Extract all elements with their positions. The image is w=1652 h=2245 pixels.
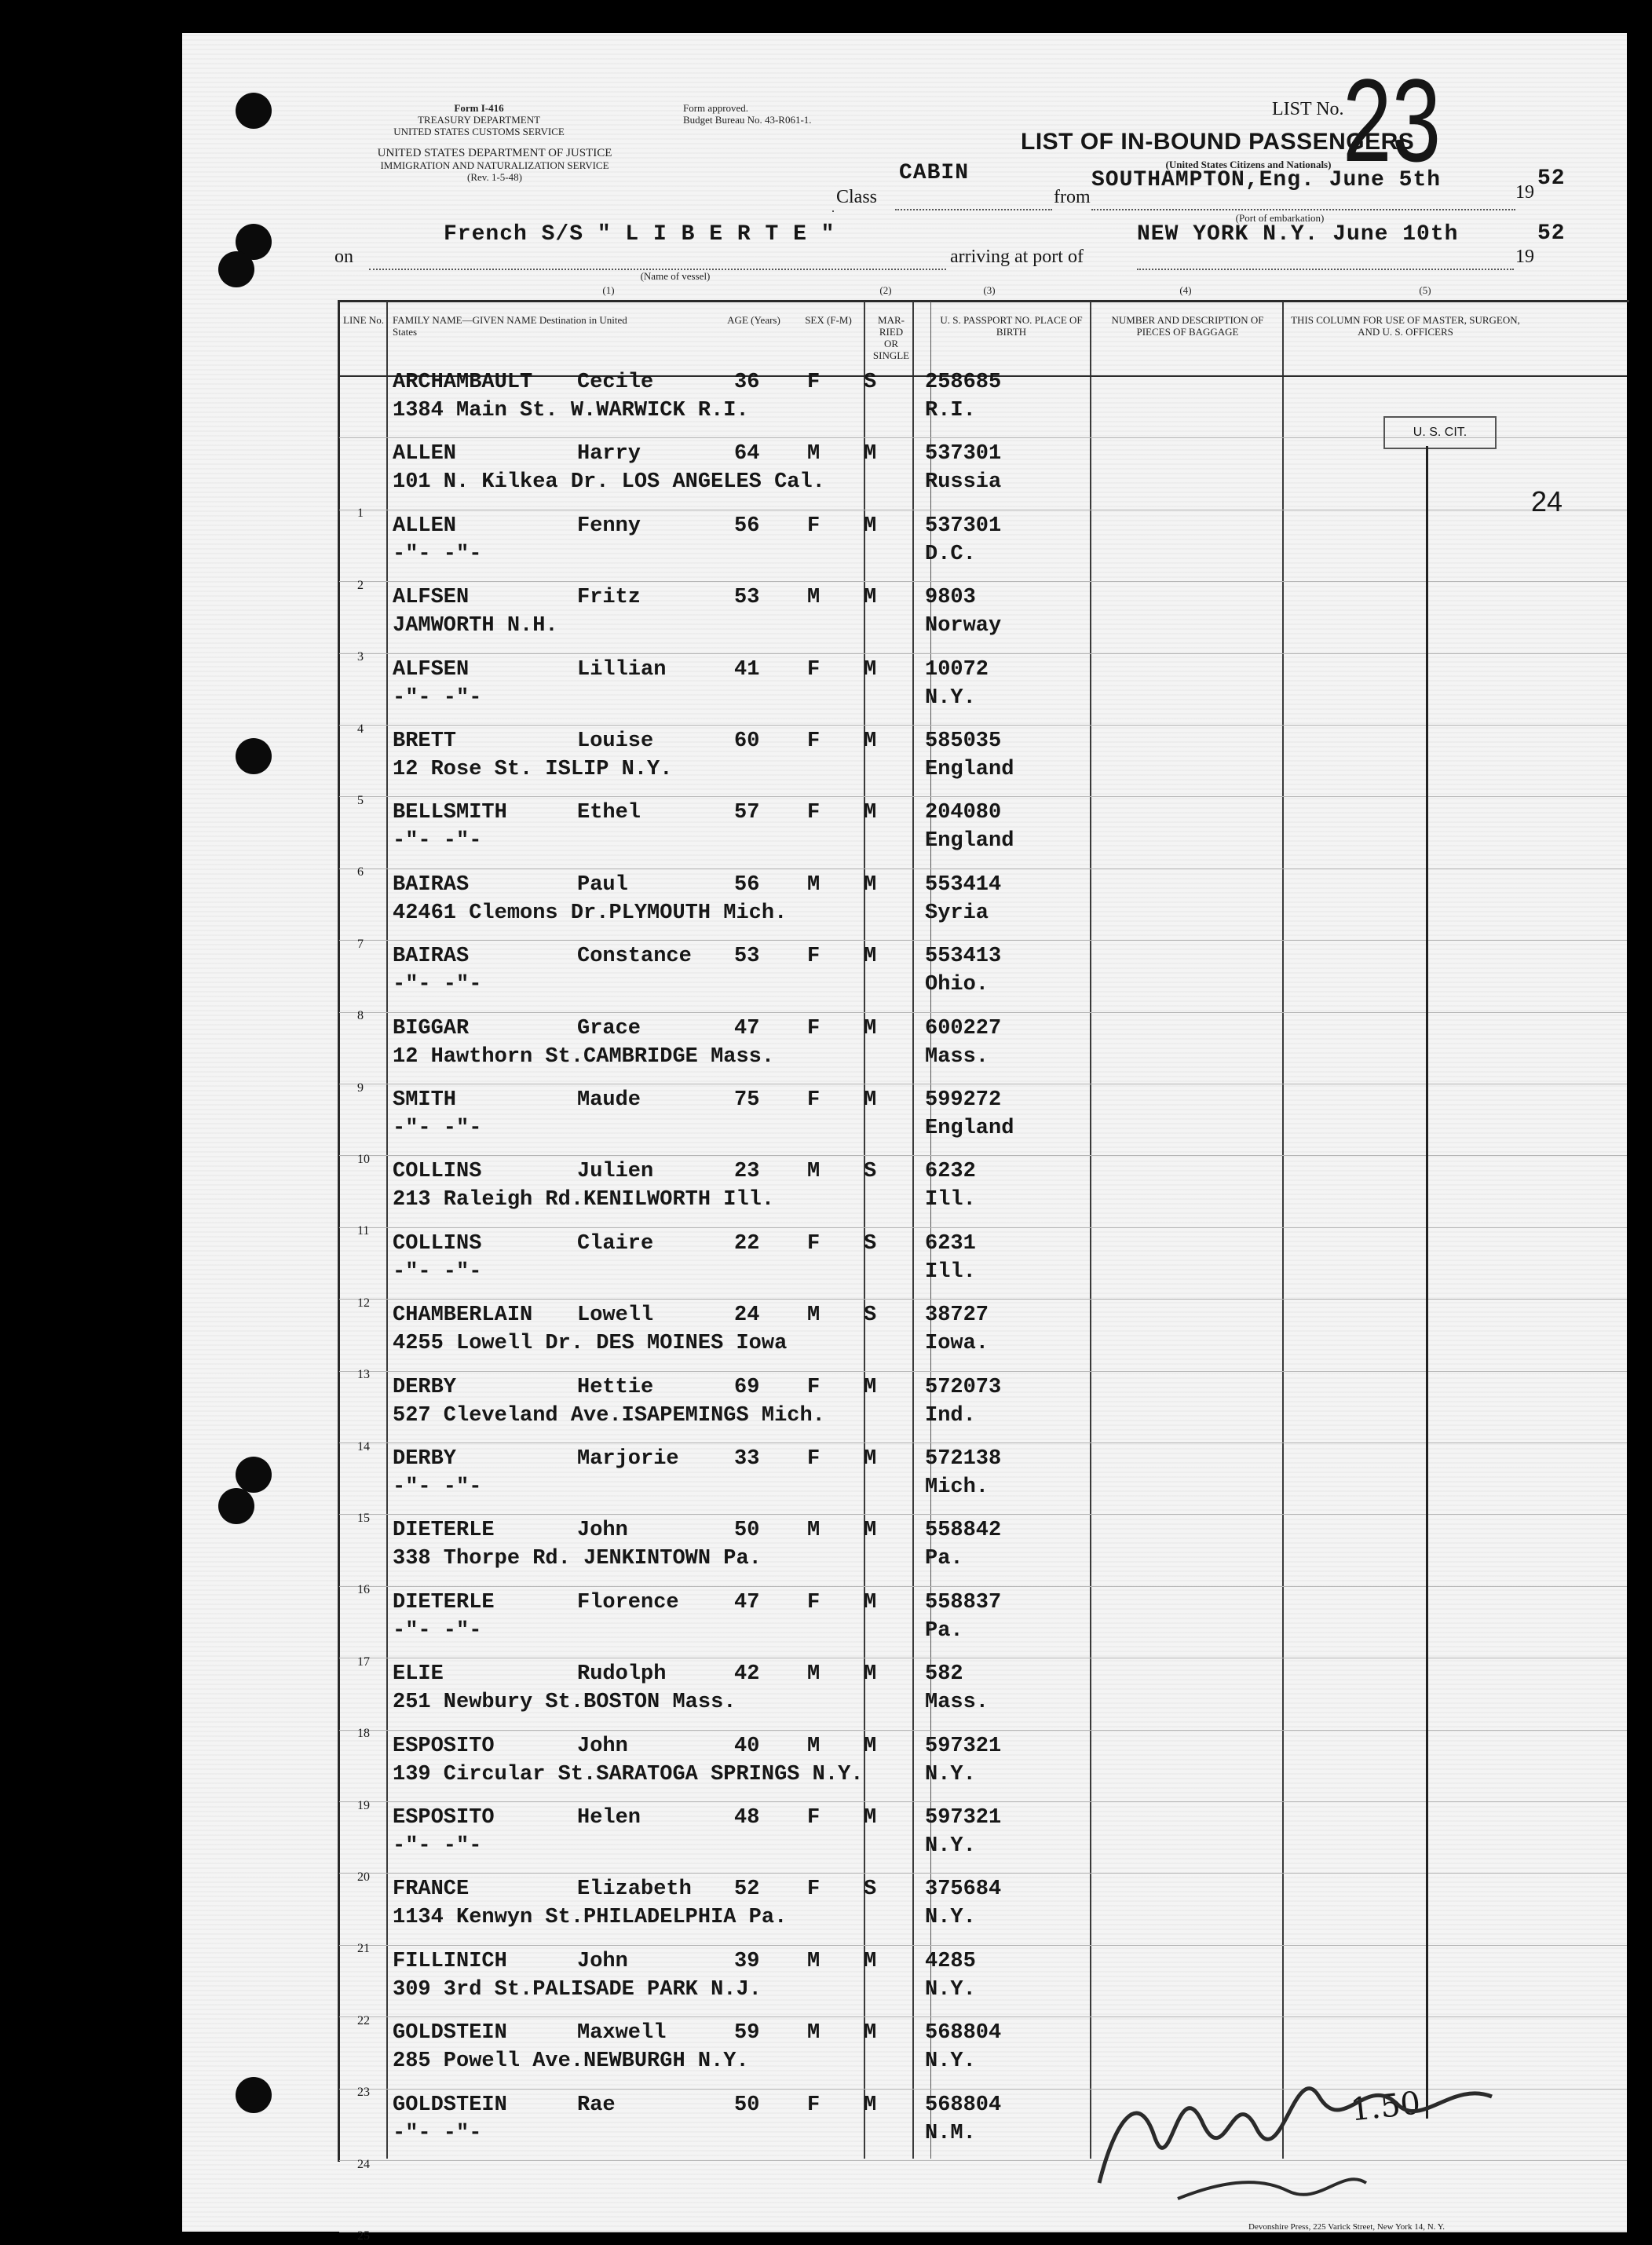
- header-sex: SEX (F-M): [805, 314, 852, 326]
- cell-birthplace: England: [925, 1117, 1014, 1140]
- cell-family: DIETERLE: [393, 1590, 495, 1614]
- cell-destination: -"- -"-: [393, 1834, 482, 1858]
- cell-destination: -"- -"-: [393, 1618, 482, 1643]
- cell-destination: 285 Powell Ave.NEWBURGH N.Y.: [393, 2049, 749, 2074]
- cell-destination: 139 Circular St.SARATOGA SPRINGS N.Y.: [393, 1762, 864, 1786]
- cell-age: 47: [734, 1590, 760, 1614]
- citizen-bracket-line: [1426, 446, 1428, 2119]
- cell-birthplace: N.Y.: [925, 2049, 976, 2074]
- cell-ms: M: [864, 1806, 877, 1830]
- port-of-arrival: NEW YORK N.Y. June 10th: [1137, 222, 1459, 247]
- line-number: 15: [357, 1512, 370, 1525]
- cell-passport: 204080: [925, 801, 1002, 825]
- row-divider: [339, 2016, 1627, 2017]
- cell-family: ALFSEN: [393, 586, 470, 610]
- port-of-embarkation: SOUTHAMPTON,Eng. June 5th: [1091, 168, 1442, 192]
- cell-destination: 251 Newbury St.BOSTON Mass.: [393, 1691, 736, 1715]
- cell-sex: F: [807, 1878, 821, 1902]
- cell-given: Claire: [577, 1231, 654, 1256]
- line-number: 16: [357, 1583, 370, 1597]
- cell-sex: F: [807, 657, 821, 682]
- cell-ms: M: [864, 1662, 877, 1687]
- cell-age: 39: [734, 1949, 760, 1973]
- cell-given: Louise: [577, 729, 654, 753]
- cell-birthplace: Ill.: [925, 1188, 976, 1212]
- cell-sex: F: [807, 945, 821, 969]
- cell-given: Fritz: [577, 586, 641, 610]
- cell-given: Harry: [577, 442, 641, 466]
- cell-age: 53: [734, 945, 760, 969]
- cell-birthplace: N.Y.: [925, 1906, 976, 1930]
- cell-family: ELIE: [393, 1662, 444, 1687]
- cell-sex: F: [807, 1375, 821, 1399]
- line-number: 21: [357, 1942, 370, 1956]
- row-divider: [339, 868, 1627, 869]
- cell-given: Rudolph: [577, 1662, 667, 1687]
- binder-hole: [218, 1488, 254, 1524]
- cell-age: 56: [734, 514, 760, 538]
- class-value: CABIN: [899, 161, 970, 185]
- cell-ms: M: [864, 729, 877, 753]
- arriving-label: arriving at port of: [950, 247, 1084, 267]
- cell-passport: 553413: [925, 945, 1002, 969]
- cell-sex: F: [807, 1088, 821, 1112]
- cell-age: 69: [734, 1375, 760, 1399]
- header-officers: THIS COLUMN FOR USE OF MASTER, SURGEON, AND U. S. OFFICERS: [1291, 314, 1520, 338]
- line-number: 3: [357, 650, 364, 664]
- cell-given: John: [577, 1734, 628, 1758]
- cell-sex: M: [807, 1160, 821, 1184]
- line-number: 13: [357, 1368, 370, 1382]
- cell-ms: M: [864, 1016, 877, 1040]
- cell-given: Rae: [577, 2093, 616, 2117]
- header-passport: U. S. PASSPORT NO. PLACE OF BIRTH: [940, 314, 1083, 338]
- column-number: (2): [879, 284, 892, 296]
- cell-birthplace: Ind.: [925, 1403, 976, 1428]
- binder-hole: [236, 1457, 272, 1493]
- cell-ms: M: [864, 514, 877, 538]
- inspector-signature: [1084, 2026, 1523, 2214]
- cell-birthplace: Pa.: [925, 1547, 963, 1571]
- cell-passport: 599272: [925, 1088, 1002, 1112]
- cell-age: 50: [734, 1519, 760, 1543]
- cell-sex: M: [807, 1949, 821, 1973]
- cell-destination: -"- -"-: [393, 973, 482, 997]
- cell-ms: M: [864, 1949, 877, 1973]
- column-number: (5): [1419, 284, 1431, 296]
- cell-ms: M: [864, 586, 877, 610]
- cell-sex: F: [807, 1231, 821, 1256]
- line-number: 20: [357, 1870, 370, 1884]
- cell-passport: 558837: [925, 1590, 1002, 1614]
- binder-hole: [236, 2077, 272, 2113]
- cell-given: Paul: [577, 872, 628, 897]
- class-label: Class: [836, 187, 878, 207]
- cell-sex: M: [807, 586, 821, 610]
- line-number: 4: [357, 722, 364, 736]
- cell-given: Grace: [577, 1016, 641, 1040]
- cell-birthplace: Russia: [925, 470, 1002, 495]
- cell-destination: 213 Raleigh Rd.KENILWORTH Ill.: [393, 1188, 775, 1212]
- line-number: 9: [357, 1080, 364, 1095]
- line-number: 2: [357, 578, 364, 592]
- cell-destination: 527 Cleveland Ave.ISAPEMINGS Mich.: [393, 1403, 825, 1428]
- cell-given: Elizabeth: [577, 1878, 692, 1902]
- line-number: 17: [357, 1654, 370, 1669]
- row-divider: [339, 940, 1627, 941]
- cell-ms: M: [864, 2021, 877, 2046]
- cell-passport: 10072: [925, 657, 989, 682]
- cell-passport: 572138: [925, 1447, 1002, 1471]
- cell-birthplace: England: [925, 829, 1014, 854]
- row-divider: [339, 1514, 1627, 1515]
- line-number: 5: [357, 794, 364, 807]
- cell-birthplace: N.Y.: [925, 1762, 976, 1786]
- cell-sex: F: [807, 1447, 821, 1471]
- line-number: 22: [357, 2013, 370, 2027]
- cell-family: BAIRAS: [393, 872, 470, 897]
- row-divider: [339, 1227, 1627, 1228]
- cell-sex: F: [807, 371, 821, 394]
- treasury-dept: TREASURY DEPARTMENT: [417, 114, 541, 126]
- cell-family: BAIRAS: [393, 945, 470, 969]
- cell-family: SMITH: [393, 1088, 457, 1112]
- cell-age: 60: [734, 729, 760, 753]
- cell-family: BIGGAR: [393, 1016, 470, 1040]
- row-divider: [339, 1371, 1627, 1372]
- cell-ms: S: [864, 1231, 877, 1256]
- page-title: LIST OF IN-BOUND PASSENGERS: [1021, 129, 1415, 155]
- header-name: FAMILY NAME—GIVEN NAME Destination in United States: [393, 314, 627, 338]
- cell-sex: M: [807, 442, 821, 466]
- header-marital: MAR-RIED OR SINGLE: [872, 314, 910, 361]
- cell-age: 59: [734, 2021, 760, 2046]
- cell-age: 23: [734, 1160, 760, 1184]
- arrival-year: 52: [1537, 221, 1566, 246]
- cell-sex: F: [807, 1590, 821, 1614]
- cell-given: Florence: [577, 1590, 679, 1614]
- cell-birthplace: Pa.: [925, 1618, 963, 1643]
- row-divider: [339, 1155, 1627, 1156]
- form-agency-block: [369, 102, 589, 137]
- embark-caption: (Port of embarkation): [1235, 212, 1325, 224]
- cell-ms: M: [864, 442, 877, 466]
- cell-passport: 558842: [925, 1519, 1002, 1543]
- row-divider: [339, 1012, 1627, 1013]
- cell-destination: -"- -"-: [393, 2121, 482, 2145]
- cell-family: ALLEN: [393, 514, 457, 538]
- list-number-stamp: 23: [1343, 54, 1442, 186]
- cell-age: 50: [734, 2093, 760, 2117]
- us-citizen-stamp: U. S. CIT.: [1383, 416, 1497, 449]
- cell-sex: F: [807, 2093, 821, 2117]
- cell-sex: M: [807, 1662, 821, 1687]
- cell-birthplace: Norway: [925, 614, 1002, 638]
- cell-sex: F: [807, 1806, 821, 1830]
- cell-sex: F: [807, 729, 821, 753]
- cell-sex: M: [807, 1519, 821, 1543]
- line-number: 24: [357, 2157, 370, 2171]
- cell-passport: 537301: [925, 514, 1002, 538]
- list-no-label: LIST No.: [1272, 99, 1344, 119]
- cell-destination: 309 3rd St.PALISADE PARK N.J.: [393, 1977, 762, 2002]
- revision: (Rev. 1-5-48): [467, 171, 522, 183]
- cell-passport: 9803: [925, 586, 976, 610]
- line-number: 23: [357, 2086, 370, 2100]
- cell-birthplace: N.M.: [925, 2121, 976, 2145]
- cell-family: FILLINICH: [393, 1949, 507, 1973]
- cell-age: 48: [734, 1806, 760, 1830]
- cell-passport: 568804: [925, 2021, 1002, 2046]
- cell-passport: 258685: [925, 371, 1002, 394]
- cell-passport: 6232: [925, 1160, 976, 1184]
- cell-ms: M: [864, 1590, 877, 1614]
- binder-hole: [236, 93, 272, 129]
- cell-family: FRANCE: [393, 1878, 470, 1902]
- cell-passport: 38727: [925, 1303, 989, 1328]
- header-line-no: LINE No.: [343, 314, 384, 326]
- cell-passport: 553414: [925, 872, 1002, 897]
- cell-age: 36: [734, 371, 760, 394]
- cell-destination: 12 Hawthorn St.CAMBRIDGE Mass.: [393, 1044, 775, 1069]
- handwritten-note: 1.50: [1348, 2085, 1423, 2129]
- cell-sex: F: [807, 514, 821, 538]
- cell-ms: M: [864, 801, 877, 825]
- row-divider: [339, 1442, 1627, 1443]
- cell-ms: M: [864, 2093, 877, 2117]
- cell-ms: S: [864, 1160, 877, 1184]
- cell-age: 75: [734, 1088, 760, 1112]
- cell-destination: -"- -"-: [393, 686, 482, 710]
- row-divider: [339, 725, 1627, 726]
- cell-family: COLLINS: [393, 1160, 482, 1184]
- cell-given: Lowell: [577, 1303, 654, 1328]
- cell-passport: 572073: [925, 1375, 1002, 1399]
- cell-birthplace: R.I.: [925, 399, 976, 422]
- cell-sex: M: [807, 872, 821, 897]
- cell-birthplace: Iowa.: [925, 1332, 989, 1356]
- binder-hole: [218, 251, 254, 287]
- cell-birthplace: N.Y.: [925, 686, 976, 710]
- printer-footer: Devonshire Press, 225 Varick Street, New York 14, N. Y.: [1248, 2222, 1446, 2232]
- cell-family: GOLDSTEIN: [393, 2021, 507, 2046]
- cell-family: COLLINS: [393, 1231, 482, 1256]
- cell-birthplace: N.Y.: [925, 1834, 976, 1858]
- column-number: (3): [983, 284, 996, 296]
- embark-year: 52: [1537, 166, 1566, 191]
- cell-ms: S: [864, 1878, 877, 1902]
- row-divider: [339, 1299, 1627, 1300]
- row-divider: [339, 1873, 1627, 1874]
- cell-age: 40: [734, 1734, 760, 1758]
- cell-ms: S: [864, 1303, 877, 1328]
- cell-age: 57: [734, 801, 760, 825]
- line-number: 10: [357, 1153, 370, 1166]
- line-number: 6: [357, 865, 364, 879]
- cell-family: ESPOSITO: [393, 1734, 495, 1758]
- cell-ms: S: [864, 371, 877, 394]
- cell-birthplace: Mich.: [925, 1475, 989, 1499]
- line-number: 11: [357, 1224, 370, 1238]
- line-number: 18: [357, 1727, 370, 1741]
- cell-passport: 6231: [925, 1231, 976, 1256]
- cell-age: 42: [734, 1662, 760, 1687]
- line-number: 12: [357, 1296, 370, 1310]
- cell-given: Cecile: [577, 371, 654, 394]
- cell-passport: 537301: [925, 442, 1002, 466]
- cell-destination: 4255 Lowell Dr. DES MOINES Iowa: [393, 1332, 788, 1356]
- from-label: from: [1054, 187, 1091, 207]
- header-age: AGE (Years): [727, 314, 780, 326]
- cell-family: ALLEN: [393, 442, 457, 466]
- binder-hole: [236, 738, 272, 774]
- ins-service: IMMIGRATION AND NATURALIZATION SERVICE: [380, 159, 609, 171]
- row-divider: [339, 1586, 1627, 1587]
- cell-passport: 582: [925, 1662, 963, 1687]
- cell-passport: 600227: [925, 1016, 1002, 1040]
- cell-given: Fenny: [577, 514, 641, 538]
- customs-service: UNITED STATES CUSTOMS SERVICE: [393, 126, 565, 137]
- cell-destination: -"- -"-: [393, 1260, 482, 1284]
- form-approval: [683, 102, 942, 126]
- cell-birthplace: Ohio.: [925, 973, 989, 997]
- cell-given: Julien: [577, 1160, 654, 1184]
- row-divider: [339, 796, 1627, 797]
- cell-sex: F: [807, 1016, 821, 1040]
- form-number: Form I-416: [454, 102, 504, 114]
- row-divider: [339, 1945, 1627, 1946]
- cell-family: DIETERLE: [393, 1519, 495, 1543]
- cell-age: 64: [734, 442, 760, 466]
- cell-family: ESPOSITO: [393, 1806, 495, 1830]
- cell-birthplace: D.C.: [925, 542, 976, 566]
- cell-passport: 597321: [925, 1734, 1002, 1758]
- year-prefix: 19: [1515, 247, 1534, 267]
- cell-birthplace: N.Y.: [925, 1977, 976, 2002]
- cell-ms: M: [864, 657, 877, 682]
- cell-ms: M: [864, 872, 877, 897]
- line-number: 19: [357, 1798, 370, 1812]
- cell-age: 56: [734, 872, 760, 897]
- cell-age: 22: [734, 1231, 760, 1256]
- cell-sex: M: [807, 2021, 821, 2046]
- cell-family: ALFSEN: [393, 657, 470, 682]
- cell-ms: M: [864, 1088, 877, 1112]
- cell-ms: M: [864, 1519, 877, 1543]
- cell-sex: M: [807, 1734, 821, 1758]
- cell-passport: 4285: [925, 1949, 976, 1973]
- line-number: 7: [357, 937, 364, 951]
- cell-destination: -"- -"-: [393, 542, 482, 566]
- margin-note: 24: [1531, 485, 1563, 517]
- cell-family: CHAMBERLAIN: [393, 1303, 533, 1328]
- cell-ms: M: [864, 945, 877, 969]
- cell-passport: 568804: [925, 2093, 1002, 2117]
- justice-dept: UNITED STATES DEPARTMENT OF JUSTICE: [377, 147, 612, 159]
- cell-given: Ethel: [577, 801, 641, 825]
- cell-family: DERBY: [393, 1375, 457, 1399]
- cell-family: BELLSMITH: [393, 801, 507, 825]
- cell-destination: 42461 Clemons Dr.PLYMOUTH Mich.: [393, 901, 788, 925]
- cell-destination: -"- -"-: [393, 1475, 482, 1499]
- on-label: on: [334, 247, 353, 267]
- vessel-name: French S/S " L I B E R T E ": [444, 222, 835, 247]
- cell-ms: M: [864, 1375, 877, 1399]
- cell-birthplace: England: [925, 758, 1014, 781]
- line-number: 1: [357, 506, 364, 521]
- line-number: 8: [357, 1009, 364, 1023]
- cell-family: DERBY: [393, 1447, 457, 1471]
- cell-given: Lillian: [577, 657, 667, 682]
- year-prefix: 19: [1515, 182, 1534, 203]
- cell-given: Hettie: [577, 1375, 654, 1399]
- cell-destination: 1384 Main St. W.WARWICK R.I.: [393, 399, 749, 422]
- cell-age: 47: [734, 1016, 760, 1040]
- row-divider: [339, 1801, 1627, 1802]
- line-number: 25: [357, 2229, 370, 2243]
- cell-destination: -"- -"-: [393, 1117, 482, 1140]
- cell-birthplace: Mass.: [925, 1044, 989, 1069]
- cell-age: 33: [734, 1447, 760, 1471]
- row-divider: [339, 1730, 1627, 1731]
- cell-ms: M: [864, 1734, 877, 1758]
- cell-family: BRETT: [393, 729, 457, 753]
- cell-given: Constance: [577, 945, 692, 969]
- cell-age: 53: [734, 586, 760, 610]
- cell-birthplace: Syria: [925, 901, 989, 925]
- cell-age: 41: [734, 657, 760, 682]
- approved-text: Form approved.: [683, 102, 749, 114]
- justice-block: [330, 148, 660, 183]
- cell-destination: 12 Rose St. ISLIP N.Y.: [393, 758, 673, 781]
- cell-given: Marjorie: [577, 1447, 679, 1471]
- cell-given: Maxwell: [577, 2021, 667, 2046]
- line-number: 14: [357, 1439, 370, 1453]
- column-number: (4): [1179, 284, 1192, 296]
- vessel-caption: (Name of vessel): [640, 270, 711, 282]
- cell-family: ARCHAMBAULT: [393, 371, 533, 394]
- cell-given: Helen: [577, 1806, 641, 1830]
- cell-given: John: [577, 1519, 628, 1543]
- row-divider: [339, 581, 1627, 582]
- cell-birthplace: Ill.: [925, 1260, 976, 1284]
- cell-destination: 101 N. Kilkea Dr. LOS ANGELES Cal.: [393, 470, 825, 495]
- cell-destination: 1134 Kenwyn St.PHILADELPHIA Pa.: [393, 1906, 788, 1930]
- cell-given: John: [577, 1949, 628, 1973]
- cell-family: GOLDSTEIN: [393, 2093, 507, 2117]
- cell-passport: 585035: [925, 729, 1002, 753]
- cell-sex: M: [807, 1303, 821, 1328]
- cell-age: 24: [734, 1303, 760, 1328]
- budget-text: Budget Bureau No. 43-R061-1.: [683, 114, 812, 126]
- column-number: (1): [602, 284, 615, 296]
- cell-destination: JAMWORTH N.H.: [393, 614, 558, 638]
- row-divider: [339, 653, 1627, 654]
- cell-given: Maude: [577, 1088, 641, 1112]
- cell-ms: M: [864, 1447, 877, 1471]
- cell-sex: F: [807, 801, 821, 825]
- cell-passport: 375684: [925, 1878, 1002, 1902]
- header-baggage: NUMBER AND DESCRIPTION OF PIECES OF BAGGAGE: [1111, 314, 1264, 338]
- page-subtitle: (United States Citizens and Nationals): [1165, 159, 1332, 170]
- cell-destination: 338 Thorpe Rd. JENKINTOWN Pa.: [393, 1547, 762, 1571]
- cell-passport: 597321: [925, 1806, 1002, 1830]
- cell-birthplace: Mass.: [925, 1691, 989, 1715]
- cell-destination: -"- -"-: [393, 829, 482, 854]
- cell-age: 52: [734, 1878, 760, 1902]
